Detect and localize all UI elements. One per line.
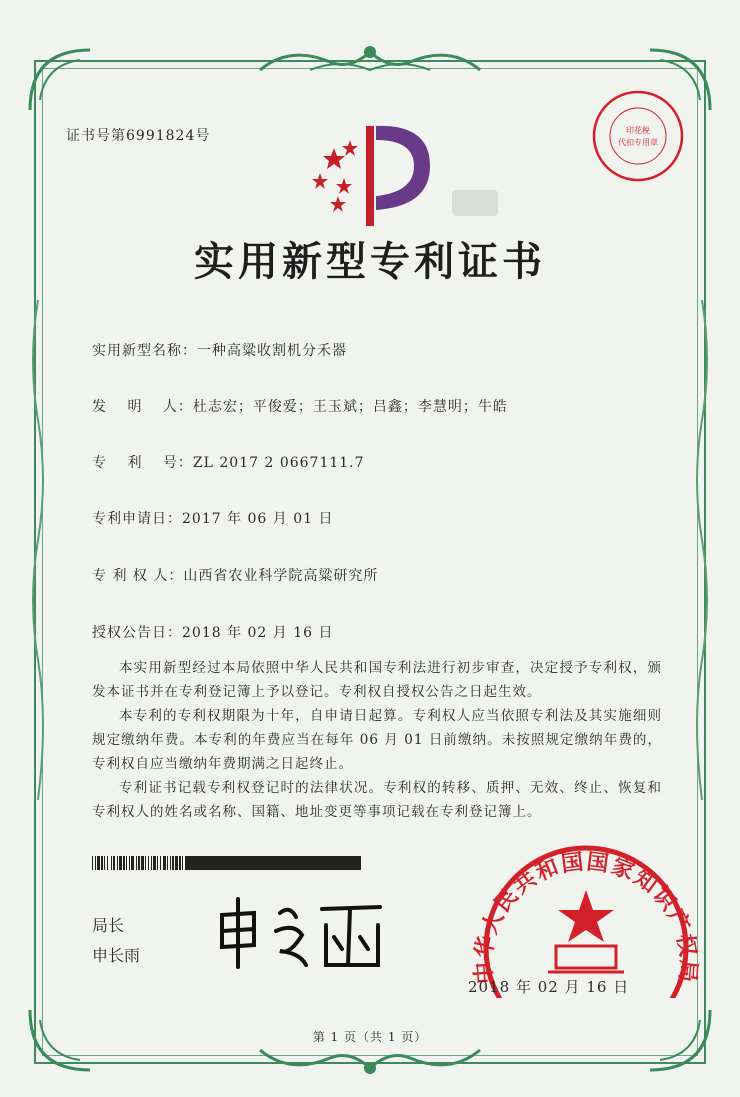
- field-patentee: 专 利 权 人：山西省农业科学院高粱研究所: [92, 568, 379, 584]
- field-grant-date: 授权公告日：2018 年 02 月 16 日: [92, 625, 334, 641]
- bottom-ornament: [250, 1040, 490, 1080]
- barcode: [92, 856, 364, 870]
- svg-text:中华人民共和国国家知识产权局: 中华人民共和国国家知识产权局: [471, 849, 701, 985]
- field-application-date: 专利申请日：2017 年 06 月 01 日: [92, 511, 334, 527]
- certificate-title: 实用新型专利证书: [194, 238, 546, 285]
- barcode-bar: [359, 856, 361, 870]
- certificate-body: [92, 656, 662, 824]
- page-footer: 第 1 页（共 1 页）: [312, 1030, 428, 1044]
- certificate-number: 证书号第6991824号: [66, 128, 211, 144]
- paragraph-grant: 本实用新型经过本局依照中华人民共和国专利法进行初步审查，决定授予专利权，颁发本证书并在专利登记簿上予以登记。专利权自授权公告之日起生效。: [92, 660, 662, 700]
- field-inventors: 发 明 人：杜志宏；平俊爱；王玉斌；吕鑫；李慧明；牛皓: [92, 399, 508, 415]
- paragraph-legal-status: 专利证书记载专利权登记时的法律状况。专利权的转移、质押、无效、终止、恢复和专利权人的姓名或名称、国籍、地址变更等事项记载在专利登记簿上。: [92, 780, 662, 820]
- seal-date: 2018 年 02 月 16 日: [468, 978, 630, 996]
- top-ornament: [250, 40, 490, 80]
- svg-text:代扣专用章: 代扣专用章: [618, 138, 658, 147]
- field-utility-name: 实用新型名称：一种高粱收割机分禾器: [92, 343, 347, 359]
- patent-office-seal: [452, 838, 720, 998]
- director-title: 局长: [92, 916, 125, 935]
- stamp-smudge: [452, 190, 498, 216]
- director-signature: [210, 895, 390, 975]
- patent-office-logo: [310, 118, 440, 228]
- left-vine: [28, 300, 48, 800]
- tax-stamp-seal: [590, 88, 686, 184]
- right-vine: [692, 300, 712, 800]
- corner-ornament-top-left: [20, 40, 100, 120]
- director-name: 申长雨: [92, 946, 141, 965]
- paragraph-term: 本专利的专利权期限为十年，自申请日起算。专利权人应当依照专利法及其实施细则规定缴纳年费。本专利的年费应当在每年 06 月 01 日前缴纳。未按照规定缴纳年费的，专利权自应当缴纳年费期满之日起终止。: [92, 708, 662, 772]
- svg-text:印花税: 印花税: [626, 126, 650, 135]
- field-patent-number: 专 利 号：ZL 2017 2 0667111.7: [92, 455, 365, 471]
